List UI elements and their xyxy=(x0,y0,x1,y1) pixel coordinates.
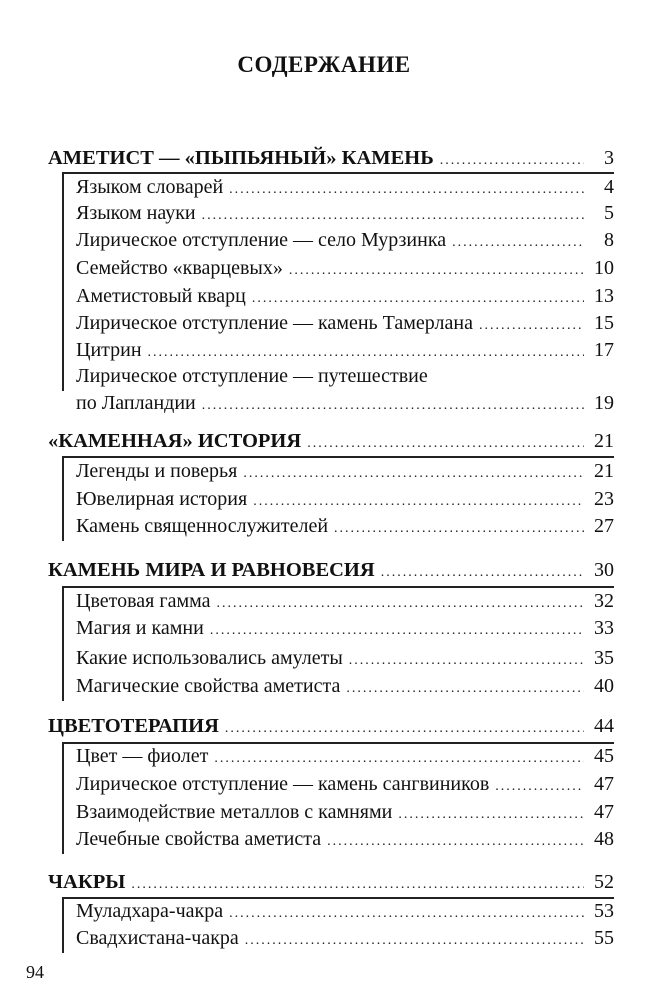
dot-leader xyxy=(307,431,584,457)
entry-title: Легенды и поверья xyxy=(76,460,238,482)
dot-leader xyxy=(131,872,584,898)
section-heading[interactable] xyxy=(48,557,614,586)
page-ref: 33 xyxy=(594,617,614,639)
page-ref: 55 xyxy=(594,927,614,949)
toc-entry[interactable] xyxy=(76,615,614,644)
section-rule-vertical xyxy=(62,172,64,391)
page-ref: 17 xyxy=(594,339,614,361)
entry-title: Камень священнослужителей xyxy=(76,515,329,537)
page-ref: 5 xyxy=(604,202,614,224)
section-rule-vertical xyxy=(62,456,64,541)
page-ref: 44 xyxy=(594,715,614,737)
dot-leader xyxy=(245,928,584,954)
dot-leader xyxy=(495,774,584,800)
dot-leader xyxy=(202,203,584,229)
dot-leader xyxy=(381,560,584,586)
dot-leader xyxy=(210,618,584,644)
dot-leader xyxy=(253,489,584,515)
dot-leader xyxy=(202,393,584,419)
dot-leader xyxy=(252,286,584,312)
page-ref: 21 xyxy=(594,430,614,452)
page-ref: 10 xyxy=(594,257,614,279)
entry-title: Языком науки xyxy=(76,202,196,224)
toc-entry[interactable] xyxy=(76,255,614,284)
section-heading[interactable] xyxy=(48,145,614,174)
page-ref: 21 xyxy=(594,460,614,482)
entry-title: Взаимодействие металлов с камнями xyxy=(76,801,393,823)
page-ref: 45 xyxy=(594,745,614,767)
entry-title: Ювелирная история xyxy=(76,488,248,510)
entry-title: Муладхара-чакра xyxy=(76,900,224,922)
toc-entry[interactable] xyxy=(76,826,614,855)
toc-entry[interactable] xyxy=(76,799,614,828)
toc-entry[interactable] xyxy=(76,227,614,256)
dot-leader xyxy=(243,461,584,487)
toc-entry[interactable] xyxy=(76,200,614,229)
entry-title: Цветовая гамма xyxy=(76,590,211,612)
page-ref: 27 xyxy=(594,515,614,537)
page-ref: 13 xyxy=(594,285,614,307)
toc-entry[interactable] xyxy=(76,771,614,800)
dot-leader xyxy=(479,313,584,339)
toc-entry[interactable] xyxy=(76,174,614,203)
dot-leader xyxy=(289,258,584,284)
page-title: СОДЕРЖАНИЕ xyxy=(237,52,411,77)
dot-leader xyxy=(217,591,584,617)
section-title: КАМЕНЬ МИРА И РАВНОВЕСИЯ xyxy=(48,559,375,581)
entry-title: Свадхистана-чакра xyxy=(76,927,239,949)
dot-leader xyxy=(349,648,584,674)
entry-title: Лирическое отступление — камень Тамерлана xyxy=(76,312,473,334)
page-number: 94 xyxy=(26,962,44,982)
toc-entry[interactable] xyxy=(76,310,614,339)
section-heading[interactable] xyxy=(48,713,614,742)
toc-entry[interactable] xyxy=(76,283,614,312)
section-title: ЦВЕТОТЕРАПИЯ xyxy=(48,715,219,737)
dot-leader xyxy=(440,148,584,174)
toc-entry[interactable] xyxy=(76,458,614,487)
page-ref: 47 xyxy=(594,801,614,823)
toc-entry[interactable] xyxy=(76,743,614,772)
page-ref: 30 xyxy=(594,559,614,581)
page-ref: 19 xyxy=(594,392,614,414)
entry-title: Лечебные свойства аметиста xyxy=(76,828,322,850)
page-ref: 3 xyxy=(604,147,614,169)
toc-entry[interactable] xyxy=(76,337,614,366)
dot-leader xyxy=(334,516,584,542)
page-ref: 23 xyxy=(594,488,614,510)
section-title: ЧАКРЫ xyxy=(48,871,126,893)
toc-entry[interactable] xyxy=(76,673,614,702)
toc-entry[interactable] xyxy=(76,513,614,542)
entry-title: по Лапландии xyxy=(76,392,196,414)
page-ref: 4 xyxy=(604,176,614,198)
dot-leader xyxy=(398,802,584,828)
toc-entry[interactable] xyxy=(76,390,614,419)
entry-title: Семейство «кварцевых» xyxy=(76,257,283,279)
toc-entry[interactable] xyxy=(76,486,614,515)
page-ref: 40 xyxy=(594,675,614,697)
entry-title: Лирическое отступление — село Мурзинка xyxy=(76,229,447,251)
entry-title: Цитрин xyxy=(76,339,142,361)
entry-title: Аметистовый кварц xyxy=(76,285,246,307)
section-rule-vertical xyxy=(62,742,64,854)
entry-title: Языком словарей xyxy=(76,176,224,198)
dot-leader xyxy=(346,676,584,702)
page-ref: 8 xyxy=(604,229,614,251)
section-rule-vertical xyxy=(62,897,64,953)
dot-leader xyxy=(452,230,584,256)
toc-entry[interactable] xyxy=(76,645,614,674)
section-rule-vertical xyxy=(62,586,64,701)
page-ref: 15 xyxy=(594,312,614,334)
toc-entry[interactable] xyxy=(76,588,614,617)
toc-entry[interactable] xyxy=(76,898,614,927)
page-ref: 35 xyxy=(594,647,614,669)
dot-leader xyxy=(327,829,584,855)
entry-title: Магия и камни xyxy=(76,617,204,639)
dot-leader xyxy=(229,901,584,927)
section-heading[interactable] xyxy=(48,428,614,457)
entry-title: Какие использовались амулеты xyxy=(76,647,343,669)
page-ref: 47 xyxy=(594,773,614,795)
section-title: «КАМЕННАЯ» ИСТОРИЯ xyxy=(48,430,302,452)
entry-title: Лирическое отступление — камень сангвиников xyxy=(76,773,490,795)
dot-leader xyxy=(214,746,584,772)
page-ref: 52 xyxy=(594,871,614,893)
page-ref: 48 xyxy=(594,828,614,850)
section-heading[interactable] xyxy=(48,869,614,898)
dot-leader xyxy=(225,716,584,742)
toc-entry[interactable] xyxy=(76,925,614,954)
entry-title: Магические свойства аметиста xyxy=(76,675,341,697)
entry-title: Цвет — фиолет xyxy=(76,745,209,767)
page-ref: 32 xyxy=(594,590,614,612)
section-title: АМЕТИСТ — «ПЫПЬЯНЫЙ» КАМЕНЬ xyxy=(48,147,434,169)
page-ref: 53 xyxy=(594,900,614,922)
entry-title[interactable]: Лирическое отступление — путешествие xyxy=(76,365,428,387)
